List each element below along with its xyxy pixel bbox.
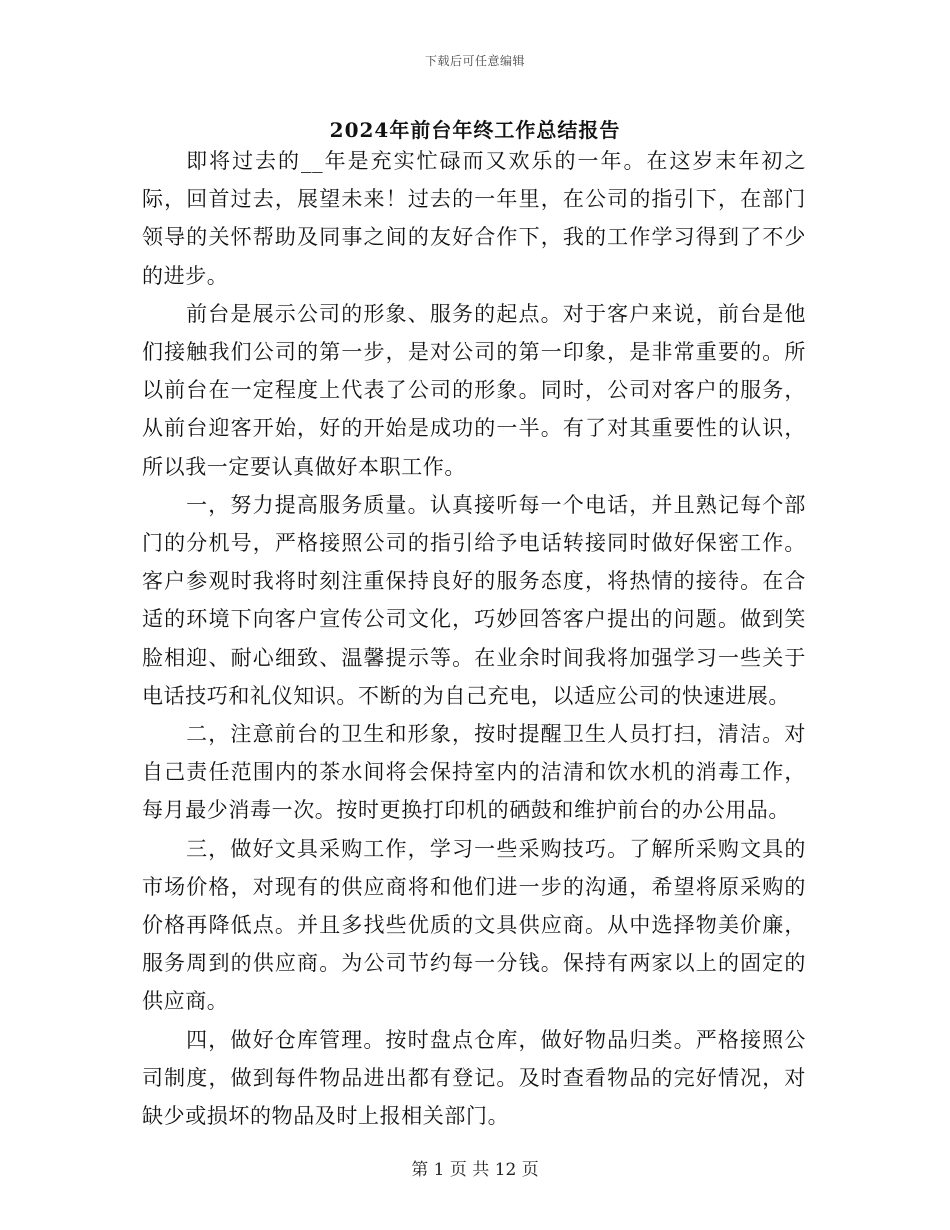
paragraph-warehouse: 四，做好仓库管理。按时盘点仓库，做好物品归类。严格接照公司制度，做到每件物品进出都有登记。及时查看物品的完好情况，对缺少或损坏的物品及时上报相关部门。 <box>142 1027 806 1129</box>
paragraph-intro: 即将过去的__年是充实忙碌而又欢乐的一年。在这岁末年初之际，回首过去，展望未来！过去的一年里，在公司的指引下，在部门领导的关怀帮助及同事之间的友好合作下，我的工作学习得到了不少的进步。 <box>142 149 806 288</box>
page-header-note: 下载后可任意编辑 <box>424 54 525 68</box>
paragraph-front-desk-role: 前台是展示公司的形象、服务的起点。对于客户来说，前台是他们接触我们公司的第一步，是对公司的第一印象，是非常重要的。所以前台在一定程度上代表了公司的形象。同时，公司对客户的服务，从前台迎客开始，好的开始是成功的一半。有了对其重要性的认识，所以我一定要认真做好本职工作。 <box>142 301 806 479</box>
paragraph-procurement: 三，做好文具采购工作，学习一些采购技巧。了解所采购文具的市场价格，对现有的供应商将和他们进一步的沟通，希望将原采购的价格再降低点。并且多找些优质的文具供应商。从中选择物美价廉，服务周到的供应商。为公司节约每一分钱。保持有两家以上的固定的供应商。 <box>142 836 806 1014</box>
page-number-footer: 第 1 页 共 12 页 <box>411 1160 539 1180</box>
document-body <box>142 142 806 1135</box>
document-title: 2024年前台年终工作总结报告 <box>329 118 621 142</box>
paragraph-service-quality: 一，努力提高服务质量。认真接听每一个电话，并且熟记每个部门的分机号，严格接照公司的指引给予电话转接同时做好保密工作。客户参观时我将时刻注重保持良好的服务态度，将热情的接待。在合适的环境下向客户宣传公司文化，巧妙回答客户提出的问题。做到笑脸相迎、耐心细致、温馨提示等。在业余时间我将加强学习一些关于电话技巧和礼仪知识。不断的为自己充电，以适应公司的快速进展。 <box>142 492 806 708</box>
paragraph-hygiene: 二，注意前台的卫生和形象，按时提醒卫生人员打扫，清洁。对自己责任范围内的茶水间将会保持室内的洁清和饮水机的消毒工作，每月最少消毒一次。按时更换打印机的硒鼓和维护前台的办公用品。 <box>142 722 806 823</box>
